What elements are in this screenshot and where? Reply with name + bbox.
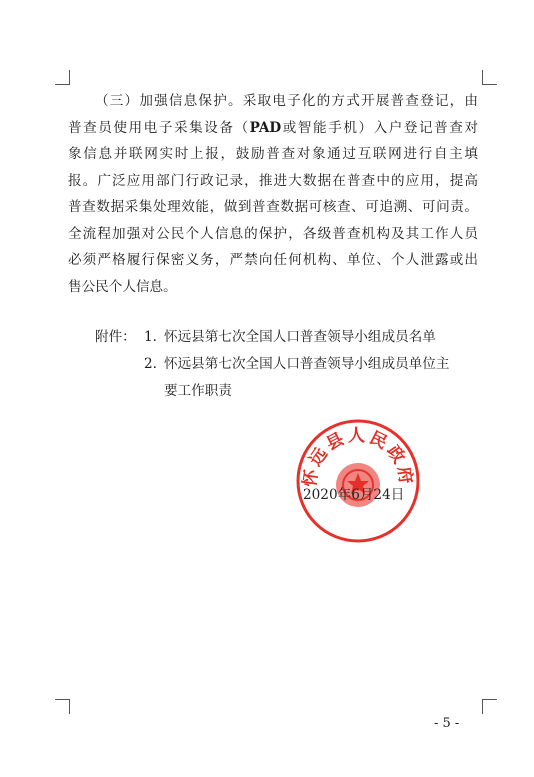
seal-text: 怀远县人民政府 xyxy=(300,426,416,488)
crop-mark-bottom-right xyxy=(482,699,497,714)
crop-mark-top-right xyxy=(482,70,497,85)
attachment-item xyxy=(95,324,495,351)
attachment-title-continued: 要工作职责 xyxy=(164,383,232,399)
paragraph-line: 必须严格履行保密义务，严禁向任何机构、单位、个人泄露或出 xyxy=(68,252,478,268)
document-date: 2020年6月24日 xyxy=(303,487,405,503)
attachment-title: 怀远县第七次全国人口普查领导小组成员名单 xyxy=(164,329,436,345)
paragraph-line: 普查员使用电子采集设备（PAD或智能手机）入户登记普查对 xyxy=(68,119,479,136)
attachment-title: 怀远县第七次全国人口普查领导小组成员单位主 xyxy=(164,356,450,372)
crop-mark-bottom-left xyxy=(55,699,70,714)
pad-term: PAD xyxy=(249,119,282,136)
paragraph-line: （三）加强信息保护。采取电子化的方式开展普查登记，由 xyxy=(95,93,478,109)
official-seal xyxy=(295,418,421,544)
attachments-label: 附件： xyxy=(95,329,136,345)
paragraph-line: 报。广泛应用部门行政记录，推进大数据在普查中的应用，提高 xyxy=(68,172,478,189)
attachment-number: 2. xyxy=(144,356,157,372)
page-number: - 5 - xyxy=(434,716,460,731)
paragraph-line: 售公民个人信息。 xyxy=(68,278,177,295)
attachment-item xyxy=(95,351,495,378)
attachment-number: 1. xyxy=(144,329,157,345)
body-paragraph xyxy=(68,88,478,300)
crop-mark-top-left xyxy=(55,70,70,85)
attachments-list xyxy=(95,324,495,405)
paragraph-line: 全流程加强对公民个人信息的保护，各级普查机构及其工作人员 xyxy=(68,225,478,242)
paragraph-line: 象信息并联网实时上报，鼓励普查对象通过互联网进行自主填 xyxy=(68,146,478,162)
paragraph-line: 普查数据采集处理效能，做到普查数据可核查、可追溯、可问责。 xyxy=(68,199,478,215)
